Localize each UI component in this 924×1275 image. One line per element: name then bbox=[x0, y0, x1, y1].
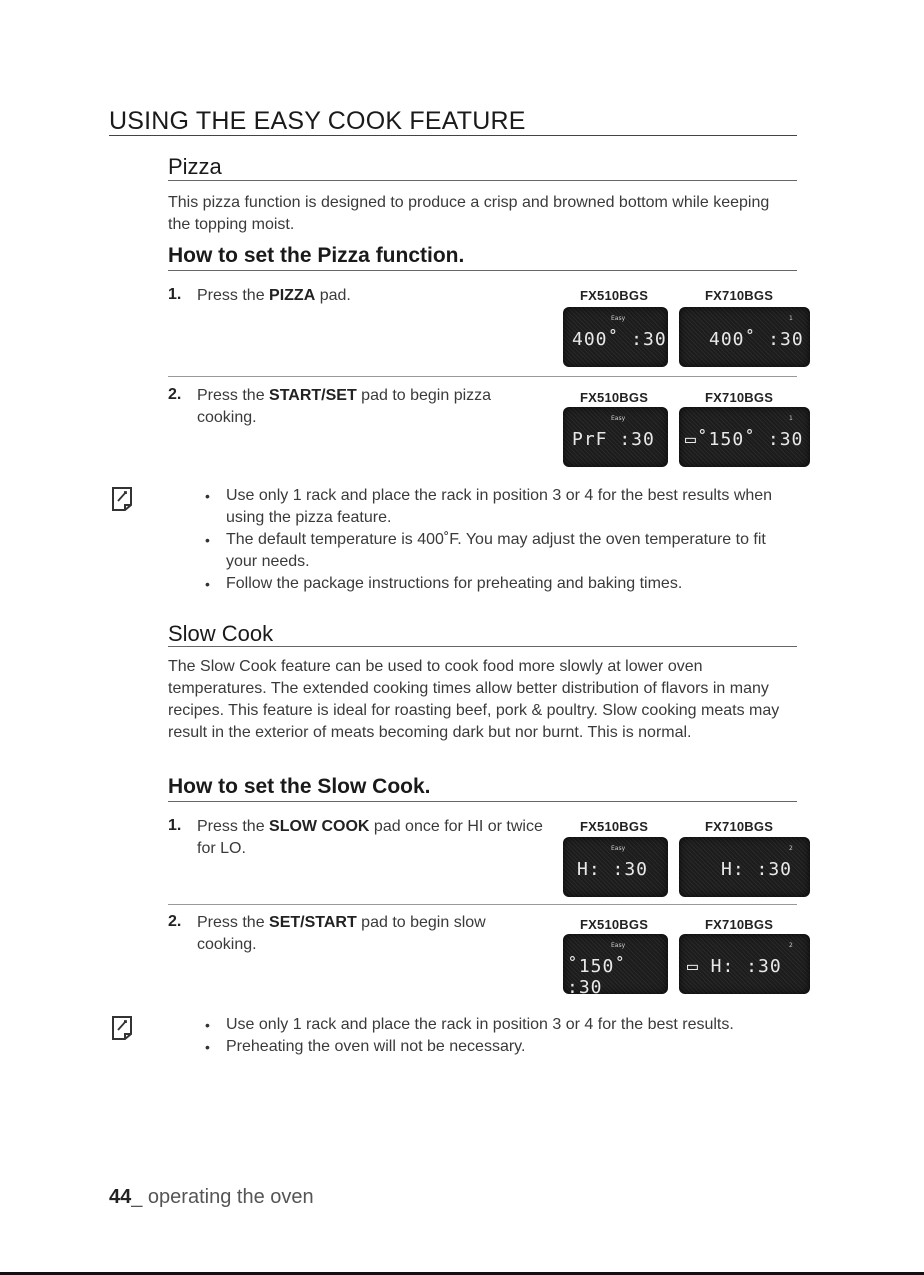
lcd-mode-indicator: Easy bbox=[611, 315, 626, 322]
lcd-readout: ˚150˚ :30 bbox=[567, 956, 627, 998]
lcd-display bbox=[563, 307, 668, 367]
slow-cook-intro: The Slow Cook feature can be used to cook food more slowly at lower oven temperatures. The extended cooking times allow better distribution of flavors in many recipes. This feature is ideal for roasting beef, pork & poultry. Slow cooking meats may result in the exterior of meats becoming dark but nor burnt. This is normal. bbox=[168, 658, 780, 741]
lcd-mode-indicator: Easy bbox=[611, 845, 626, 852]
slow-cook-heading: Slow Cook bbox=[168, 621, 274, 646]
model-label-fx510: FX510BGS bbox=[580, 288, 649, 303]
pizza-step2-text: Press the START/SET pad to begin pizza cooking. bbox=[197, 387, 492, 426]
pizza-howto-heading: How to set the Pizza function. bbox=[168, 244, 465, 267]
model-label-fx710: FX710BGS bbox=[705, 390, 774, 405]
model-label-fx510: FX510BGS bbox=[580, 917, 649, 932]
lcd-display bbox=[679, 307, 810, 367]
slow-step2-text: Press the SET/START pad to begin slow cooking. bbox=[197, 914, 486, 953]
lcd-mode-indicator: 1 bbox=[789, 315, 793, 322]
pizza-howto-rule bbox=[168, 270, 797, 271]
slow-step1-number: 1. bbox=[168, 817, 182, 834]
note-icon bbox=[110, 1015, 134, 1046]
model-label-fx510: FX510BGS bbox=[580, 390, 649, 405]
lcd-display bbox=[679, 934, 810, 994]
lcd-mode-indicator: Easy bbox=[611, 942, 626, 949]
title-rule bbox=[109, 135, 797, 136]
lcd-readout: H: :30 bbox=[577, 859, 649, 880]
slow-notes-list bbox=[201, 1014, 801, 1058]
pizza-intro: This pizza function is designed to produce a crisp and browned bottom while keeping the topping moist. bbox=[168, 194, 770, 233]
note-icon bbox=[110, 486, 134, 517]
pizza-step1-number: 1. bbox=[168, 286, 182, 303]
lcd-display bbox=[679, 837, 810, 897]
lcd-display bbox=[563, 934, 668, 998]
pizza-step1-text: Press the PIZZA pad. bbox=[197, 287, 351, 304]
pizza-step2-number: 2. bbox=[168, 386, 182, 403]
footer-section-title: operating the oven bbox=[142, 1186, 314, 1208]
lcd-display bbox=[563, 837, 668, 897]
list-item: • Follow the package instructions for preheating and baking times. bbox=[201, 573, 791, 595]
slow-step2-number: 2. bbox=[168, 913, 182, 930]
lcd-readout: ▭˚150˚ :30 bbox=[685, 429, 804, 450]
slow-step1-text: Press the SLOW COOK pad once for HI or twice for LO. bbox=[197, 818, 543, 857]
page-title: USING THE EASY COOK FEATURE bbox=[109, 107, 526, 135]
pizza-heading-rule bbox=[168, 180, 797, 181]
lcd-mode-indicator: 2 bbox=[789, 942, 793, 949]
lcd-readout: H: :30 bbox=[721, 859, 793, 880]
list-item: • Use only 1 rack and place the rack in position 3 or 4 for the best results when using the pizza feature. bbox=[201, 485, 791, 529]
list-item: • Preheating the oven will not be necessary. bbox=[201, 1036, 801, 1058]
lcd-readout: PrF :30 bbox=[572, 429, 655, 450]
pizza-notes-list bbox=[201, 485, 791, 595]
lcd-mode-indicator: 2 bbox=[789, 845, 793, 852]
model-label-fx710: FX710BGS bbox=[705, 288, 774, 303]
page-footer bbox=[109, 1186, 314, 1209]
pizza-heading: Pizza bbox=[168, 154, 222, 179]
slow-cook-heading-rule bbox=[168, 646, 797, 647]
step-divider bbox=[168, 904, 797, 905]
list-item: • Use only 1 rack and place the rack in position 3 or 4 for the best results. bbox=[201, 1014, 801, 1036]
model-label-fx710: FX710BGS bbox=[705, 819, 774, 834]
model-label-fx710: FX710BGS bbox=[705, 917, 774, 932]
lcd-display bbox=[679, 407, 810, 467]
lcd-display bbox=[563, 407, 668, 467]
list-item: • The default temperature is 400˚F. You may adjust the oven temperature to fit your needs. bbox=[201, 529, 791, 573]
slow-howto-heading: How to set the Slow Cook. bbox=[168, 775, 431, 798]
page-number: 44 bbox=[109, 1186, 132, 1208]
slow-howto-rule bbox=[168, 801, 797, 802]
lcd-mode-indicator: Easy bbox=[611, 415, 626, 422]
model-label-fx510: FX510BGS bbox=[580, 819, 649, 834]
lcd-readout: 400˚ :30 bbox=[709, 329, 804, 350]
lcd-mode-indicator: 1 bbox=[789, 415, 793, 422]
lcd-readout: 400˚ :30 bbox=[572, 329, 667, 350]
step-divider bbox=[168, 376, 797, 377]
footer-separator: _ bbox=[131, 1186, 143, 1208]
lcd-readout: ▭ H: :30 bbox=[687, 956, 782, 977]
